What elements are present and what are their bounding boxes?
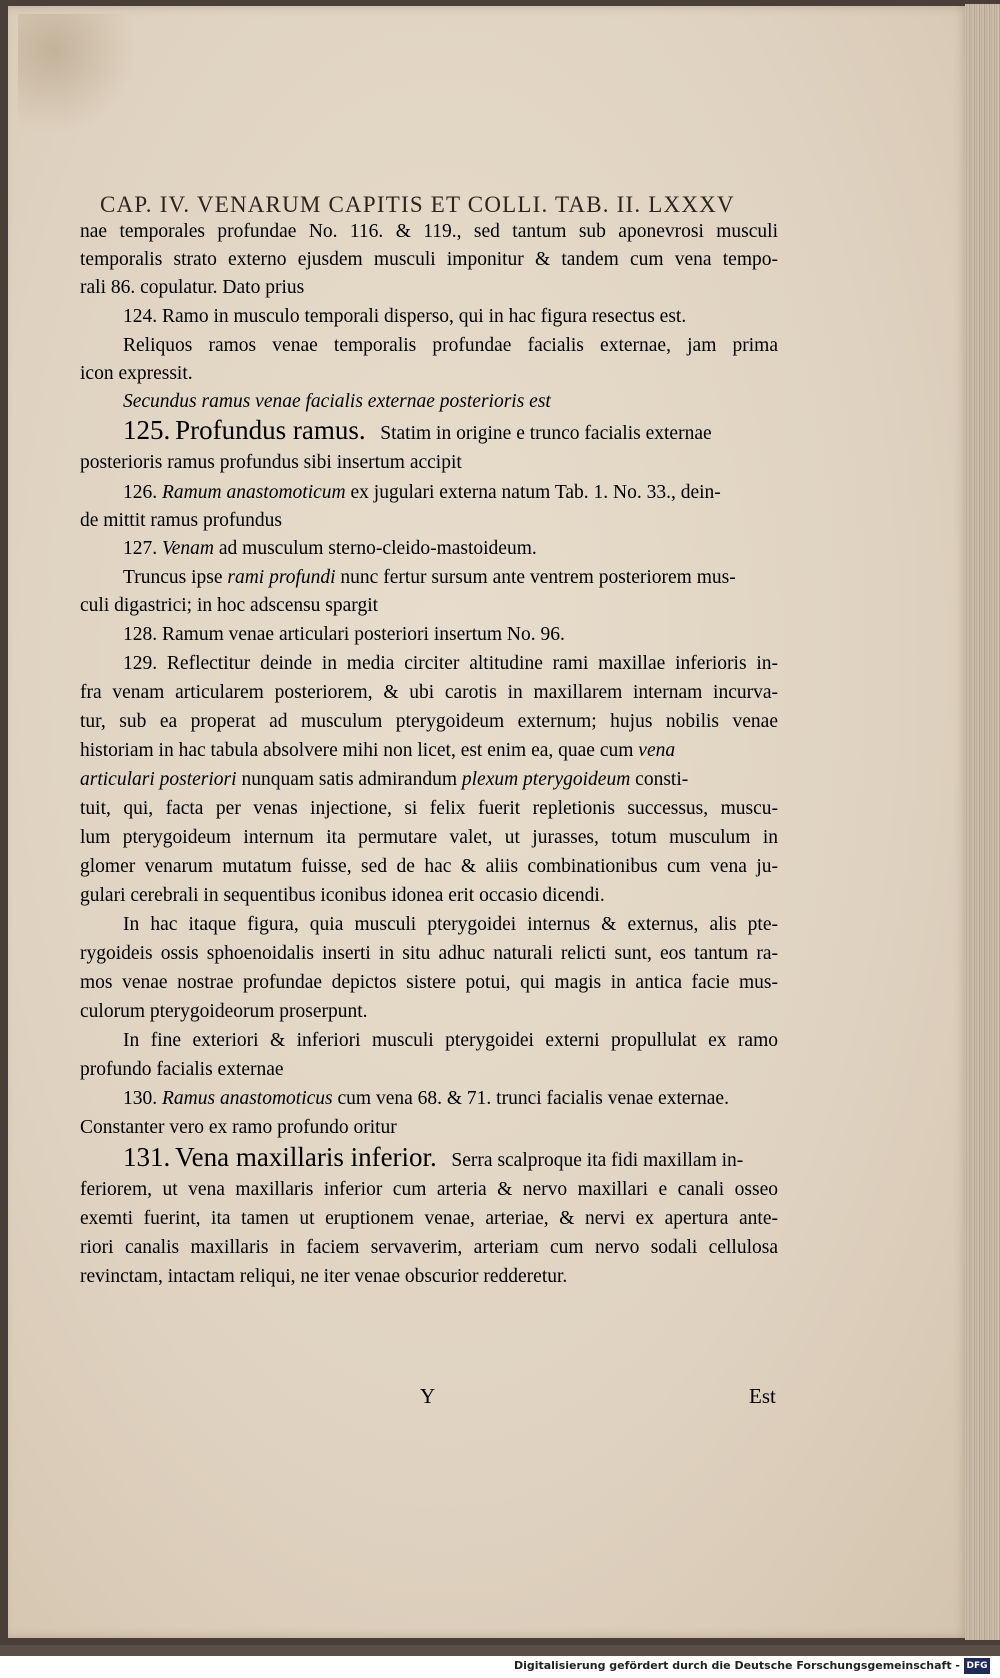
text-line: nae temporales profundae No. 116. & 119., sed tantum sub aponevrosi musculi	[80, 221, 778, 242]
text-line: glomer venarum mutatum fuisse, sed de hac & aliis combinationibus cum vena ju-	[80, 856, 778, 877]
text-line: tuit, qui, facta per venas injectione, si felix fuerit repletionis successus, muscu-	[80, 798, 778, 819]
text-span: Truncus ipse	[123, 567, 223, 588]
text-line: fra venam articularem posteriorem, & ubi carotis in maxillarem internam incurva-	[80, 682, 778, 703]
text-line: revinctam, intactam reliqui, ne iter venae obscurior redderetur.	[80, 1266, 568, 1287]
running-header: CAP. IV. VENARUM CAPITIS ET COLLI. TAB. II. LXXXV	[100, 192, 735, 217]
signature-mark: Y	[420, 1384, 436, 1408]
digitization-banner	[0, 1656, 1000, 1678]
text-line: In fine exteriori & inferiori musculi pterygoidei externi propullulat ex ramo	[123, 1030, 778, 1051]
text-line: Secundus ramus venae facialis externae posterioris est	[123, 391, 551, 412]
dfg-logo-icon: DFG	[964, 1658, 990, 1674]
text-line: gulari cerebrali in sequentibus iconibus idonea erit occasio dicendi.	[80, 885, 605, 906]
text-line: icon expressit.	[80, 363, 193, 384]
text-line: 129. Reflectitur deinde in media circiter altitudine rami maxillae inferioris in-	[123, 653, 778, 674]
italic-term: rami profundi	[227, 567, 336, 588]
italic-term: vena	[638, 740, 676, 761]
text-line: Serra scalproque ita fidi maxillam in-	[451, 1150, 744, 1171]
text-line: mos venae nostrae profundae depictos sistere potui, qui magis in antica facie mus-	[80, 972, 778, 993]
text-line: Statim in origine e trunco facialis externae	[380, 423, 712, 444]
text-line: lum pterygoideum internum ita permutare valet, ut jurasses, totum musculum in	[80, 827, 778, 848]
text-line: ad musculum sterno-cleido-mastoideum.	[218, 538, 537, 559]
text-span: consti-	[635, 769, 689, 790]
paragraph-number: 127.	[123, 538, 158, 559]
italic-term: Ramus anastomoticus	[162, 1088, 333, 1109]
text-line: tur, sub ea properat ad musculum pterygoideum externum; hujus nobilis venae	[80, 711, 778, 732]
paragraph-number: 131.	[123, 1142, 171, 1172]
text-line: culi digastrici; in hoc adscensu spargit	[80, 595, 379, 616]
paragraph-number: 130.	[123, 1088, 158, 1109]
text-line: rali 86. copulatur. Dato prius	[80, 277, 305, 298]
text-line: exemti fuerint, ita tamen ut eruptionem venae, arteriae, & nervi ex apertura ante-	[80, 1208, 778, 1229]
catchword: Est	[749, 1384, 776, 1408]
text-line: nunquam satis admirandum	[241, 769, 457, 790]
page-edges	[965, 4, 1000, 1640]
paper-stain	[18, 14, 138, 134]
section-heading: Vena maxillaris inferior.	[175, 1142, 437, 1172]
text-line: nunc fertur sursum ante ventrem posteriorem mus-	[340, 567, 736, 588]
section-heading: Profundus ramus.	[175, 415, 366, 445]
text-line: 124. Ramo in musculo temporali disperso, qui in hac figura resectus est.	[123, 306, 687, 327]
text-line: profundo facialis externae	[80, 1059, 284, 1080]
text-line: cum vena 68. & 71. trunci facialis venae externae.	[337, 1088, 729, 1109]
italic-term: plexum pterygoideum	[461, 769, 631, 790]
italic-term: Venam	[162, 538, 214, 559]
text-line: de mittit ramus profundus	[80, 510, 283, 531]
text-line: posterioris ramus profundus sibi insertum accipit	[80, 452, 462, 473]
text-line: In hac itaque figura, quia musculi pterygoidei internus & externus, alis pte-	[123, 914, 778, 935]
text-line: Reliquos ramos venae temporalis profundae facialis externae, jam prima	[123, 335, 778, 356]
paragraph-number: 125.	[123, 415, 171, 445]
banner-text: Digitalisierung gefördert durch die Deutsche Forschungsgemeinschaft -	[513, 1659, 960, 1672]
italic-term: Ramum anastomoticum	[162, 482, 346, 503]
paragraph-number: 126.	[123, 482, 158, 503]
text-line: rygoideis ossis sphoenoidalis inserti in situ adhuc naturali relicti sunt, eos tantum ra-	[80, 943, 778, 964]
text-line: feriorem, ut vena maxillaris inferior cum arteria & nervo maxillari e canali osseo	[80, 1179, 778, 1200]
text-line: 128. Ramum venae articulari posteriori insertum No. 96.	[123, 624, 565, 645]
text-line: ex jugulari externa natum Tab. 1. No. 33., dein-	[350, 482, 721, 503]
text-line: historiam in hac tabula absolvere mihi non licet, est enim ea, quae cum	[80, 740, 634, 761]
text-line: culorum pterygoideorum proserpunt.	[80, 1001, 368, 1022]
text-line: riori canalis maxillaris in faciem servaverim, arteriam cum nervo sodali cellulosa	[80, 1237, 778, 1258]
text-line: Constanter vero ex ramo profundo oritur	[80, 1117, 397, 1138]
italic-term: articulari posteriori	[80, 769, 237, 790]
text-line: temporalis strato externo ejusdem musculi imponitur & tandem cum vena tempo-	[80, 249, 778, 270]
